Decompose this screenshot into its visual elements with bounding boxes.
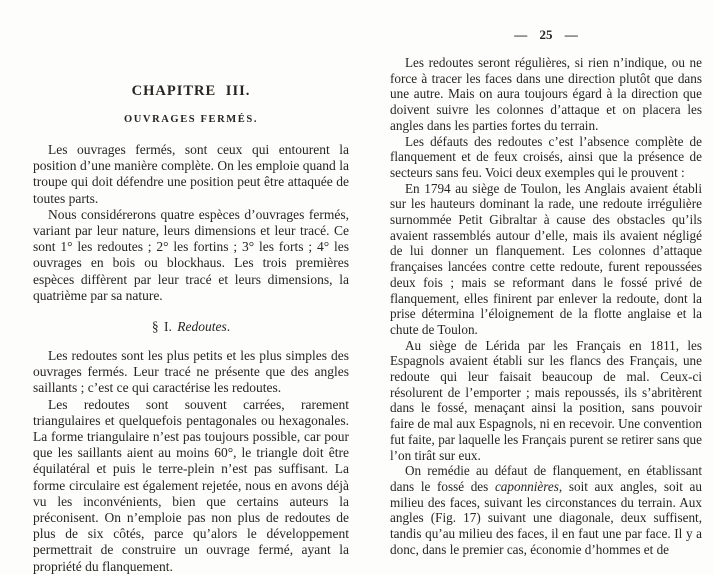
chapter-title: CHAPITRE III. bbox=[131, 83, 251, 99]
section-heading-suffix: . bbox=[226, 319, 231, 335]
page-number-header: — 25 — bbox=[514, 27, 578, 42]
section-heading-redoutes bbox=[33, 319, 349, 335]
paragraph-right-1: Les redoutes seront régulières, si rien n’indique, ou ne force à tracer les faces dans une direction plutôt que dans une autre. Mais on aura toujours égard à la direction que doivent suivre les colonnes d’attaque et on placera les angles dans les parties fortes du terrain. bbox=[390, 55, 702, 133]
paragraph-right-4: Au siège de Lérida par les Français en 1811, les Espagnols avaient établi sur les flancs des Français, une redoute qui leur faisait beaucoup de mal. Ceux-ci résolurent de l’emporter ; mais repoussés, ils s’abritèrent dans le fossé, menaçant ainsi la position, sans pouvoir faire de mal aux Espagnols, ni en recevoir. Une convention fut faite, par laquelle les Français purent se retirer sans que l’on tirât sur eux. bbox=[390, 337, 702, 463]
paragraph-left-1: Les ouvrages fermés, sont ceux qui entourent la position d’une manière complète. On les emploie quand la troupe qui doit défendre une position peut être attaquée de toutes parts. bbox=[33, 142, 349, 206]
section-heading-prefix: § I. bbox=[151, 319, 178, 335]
right-page-column bbox=[390, 0, 702, 558]
chapter-subtitle: OUVRAGES FERMÉS. bbox=[123, 114, 259, 125]
paragraph-right-5-before-italic: On remédie au défaut de flanquement, en établissant dans le fossé des bbox=[390, 463, 702, 494]
paragraph-right-5-after-italic: , soit aux angles, soit au milieu des faces, suivant les circonstances du terrain. Aux angles (Fig. 17) suivant une diagonale, deux suffisent, tandis qu’au milieu des faces, il en faut une par face. Il y a donc, dans le premier cas, économie d’hommes et de bbox=[390, 478, 702, 557]
paragraph-left-3: Les redoutes sont les plus petits et les plus simples des ouvrages fermés. Leur tracé ne présente que des angles saillants ; c’est ce qui caractérise les redoutes. bbox=[33, 348, 349, 396]
paragraph-right-2: Les défauts des redoutes c’est l’absence complète de flanquement et de feux croisés, ainsi que la présence de secteurs sans feu. Voici deux exemples qui le prouvent : bbox=[390, 133, 702, 180]
paragraph-right-5-italic-caponnieres: caponnières bbox=[494, 478, 559, 494]
section-heading-italic: Redoutes bbox=[177, 319, 227, 335]
paragraph-right-5 bbox=[390, 463, 702, 557]
paragraph-left-2: Nous considérerons quatre espèces d’ouvrages fermés, variant par leur nature, leurs dimensions et leur tracé. Ce sont 1° les redoutes ; 2° les fortins ; 3° les forts ; 4° les ouvrages en bois ou blockhaus. Les trois premières espèces diffèrent par leur tracé et leurs dimensions, la quatrième par sa nature. bbox=[33, 206, 349, 303]
left-page-column bbox=[33, 0, 349, 575]
paragraph-right-3: En 1794 au siège de Toulon, les Anglais avaient établi sur les hauteurs dominant la rade, une redoute irrégulière surnommée Petit Gibraltar à cause des obstacles qu’ils avaient rassemblés autour d’elle, mais ils avaient négligé de lui donner un flanquement. Les colonnes d’attaque françaises lancées contre cette redoute, furent repoussées deux fois ; mais se reformant dans le fossé privé de flanquement, elles finirent par enlever la redoute, dont la prise détermina l’éloignement de la flotte anglaise et la chute de Toulon. bbox=[390, 180, 702, 337]
paragraph-left-4: Les redoutes sont souvent carrées, rarement triangulaires et quelquefois pentagonales ou hexagonales. La forme triangulaire n’est pas toujours possible, car pour que les saillants aient au moins 60°, le triangle doit être équilatéral et puis le terre-plein n’est pas suffisant. La forme circulaire est également rejetée, nous en avons déjà vu les inconvénients, bien que certains auteurs la préconisent. On n’emploie pas non plus de redoutes de plus de six côtés, parce qu’alors le développement permettrait de construire un ouvrage fermé, ayant la propriété du flanquement. bbox=[33, 396, 349, 574]
